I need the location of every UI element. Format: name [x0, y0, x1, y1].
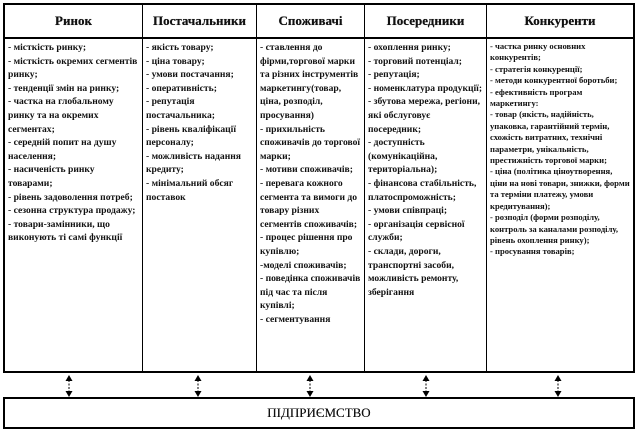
list-item: - просування товарів;: [490, 246, 575, 257]
list-item: - товари-замінники, що виконують ті самі функції: [8, 218, 123, 244]
list-item: - стратегія конкуренції;: [490, 63, 583, 74]
double-arrow-icon: [421, 374, 431, 398]
list-item: - репутація постачальника;: [146, 96, 216, 121]
double-arrow-icon: [553, 374, 563, 398]
list-item: - фінансова стабільність, платоспроможність;: [368, 177, 479, 203]
environment-factors-table: [3, 3, 635, 373]
enterprise-label: ПІДПРИЄМСТВО: [267, 405, 371, 420]
header-market: Ринок: [5, 5, 143, 39]
list-item: - збутова мережа, регіони, які обслуговує посередник;: [368, 96, 483, 135]
list-item: - місткість окремих сегментів ринку;: [8, 55, 140, 81]
list-item: - доступність (комунікаційна, територіальна);: [368, 137, 440, 176]
header-competitors: Конкуренти: [487, 5, 633, 39]
list-item: - склади, дороги, транспортні засоби, можливість ремонту, зберігання: [368, 245, 461, 298]
list-item: - організація сервісної служби;: [368, 218, 467, 244]
header-consumers: Споживачі: [257, 5, 365, 39]
list-item: -моделі споживачів;: [260, 259, 347, 271]
arrow-row: [0, 374, 639, 398]
list-item: - розподіл (форми розподілу, контроль за каналами розподілу, рівень охоплення ринку);: [490, 212, 621, 245]
list-item: - ціна товару;: [146, 55, 205, 67]
column-consumers: [257, 39, 365, 371]
list-item: - умови співпраці;: [368, 205, 448, 217]
enterprise-box: [3, 397, 635, 429]
list-item: - умови постачання;: [146, 69, 234, 81]
list-item: - номенклатура продукції;: [368, 82, 483, 94]
list-item: - мотиви споживачів;: [260, 164, 353, 176]
list-item: - поведінка споживачів під час та після купівлі;: [260, 273, 363, 312]
double-arrow-icon: [305, 374, 315, 398]
list-item: - товар (якість, надійність, упаковка, гарантійний термін, схожість витратних, технічні параметри, унікальність, престижність торгової марки;: [490, 109, 612, 166]
double-arrow-icon: [193, 374, 203, 398]
list-item: - насиченість ринку товарами;: [8, 164, 97, 189]
list-item: - прихильність споживачів до торгової марки;: [260, 123, 363, 162]
list-item: - місткість ринку;: [8, 42, 87, 53]
list-item: - середній попит на душу населення;: [8, 137, 119, 162]
list-item: - сезонна структура продажу;: [8, 205, 136, 217]
list-item: - мінімальний обсяг поставок: [146, 177, 236, 203]
list-item: - репутація;: [368, 69, 420, 81]
list-item: - якість товару;: [146, 42, 214, 53]
header-suppliers: Постачальники: [143, 5, 257, 39]
list-item: - охоплення ринку;: [368, 42, 451, 53]
double-arrow-icon: [64, 374, 74, 398]
list-item: - рівень кваліфікації персоналу;: [146, 123, 239, 149]
list-item: - торговий потенціал;: [368, 55, 462, 67]
list-item: - тенденції змін на ринку;: [8, 82, 120, 94]
list-item: - частка ринку основних конкурентів;: [490, 41, 588, 63]
list-item: - ціна (політика ціноутворення, ціни на нові товари, знижки, форми та терміни платежу, умови кредитування);: [490, 166, 632, 211]
list-item: - частка на глобальному ринку та на окремих сегментах;: [8, 96, 117, 135]
list-item: - методи конкурентної боротьби;: [490, 75, 618, 86]
header-intermediaries: Посередники: [365, 5, 487, 39]
column-competitors: [487, 39, 633, 371]
column-intermediaries: [365, 39, 487, 371]
list-item: - рівень задоволення потреб;: [8, 191, 133, 203]
list-item: - перевага кожного сегмента та вимоги до товару різних сегментів споживачів;: [260, 177, 360, 230]
list-item: - ставлення до фірми,торгової марки та різних інструментів маркетингу(товар, ціна, розподіл, просування): [260, 42, 361, 121]
list-item: - оперативність;: [146, 82, 217, 94]
list-item: - ефективність програм маркетингу:: [490, 86, 585, 109]
list-item: - можливість надання кредиту;: [146, 150, 244, 176]
list-item: - сегментування: [260, 313, 331, 325]
column-suppliers: [143, 39, 257, 371]
list-item: - процес рішення про купівлю;: [260, 232, 355, 257]
column-market: [5, 39, 143, 371]
